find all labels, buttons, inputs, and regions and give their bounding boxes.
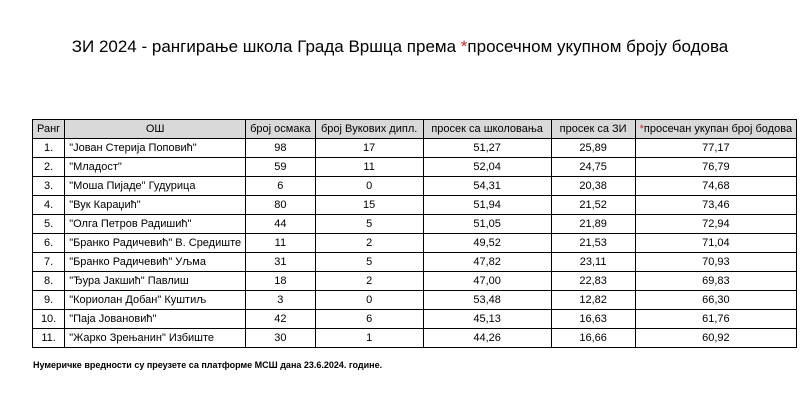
- cell-school-avg: 49,52: [423, 234, 551, 253]
- cell-zi-avg: 25,89: [551, 139, 635, 158]
- cell-school-avg: 54,31: [423, 177, 551, 196]
- cell-zi-avg: 21,52: [551, 196, 635, 215]
- cell-school-avg: 51,05: [423, 215, 551, 234]
- table-row: [33, 253, 797, 272]
- header-total-avg: [635, 120, 796, 139]
- cell-rank: 9.: [33, 291, 65, 310]
- cell-school-avg: 51,94: [423, 196, 551, 215]
- cell-school-avg: 45,13: [423, 310, 551, 329]
- table-row: [33, 310, 797, 329]
- cell-zi-avg: 16,63: [551, 310, 635, 329]
- cell-rank: 2.: [33, 158, 65, 177]
- cell-graduates: 44: [246, 215, 316, 234]
- cell-school-avg: 44,26: [423, 329, 551, 348]
- cell-rank: 5.: [33, 215, 65, 234]
- cell-rank: 10.: [33, 310, 65, 329]
- cell-school-avg: 53,48: [423, 291, 551, 310]
- cell-school: "Моша Пијаде" Гудурица: [65, 177, 246, 196]
- table-row: [33, 139, 797, 158]
- cell-total-avg: 61,76: [635, 310, 796, 329]
- cell-zi-avg: 24,75: [551, 158, 635, 177]
- cell-total-avg: 69,83: [635, 272, 796, 291]
- header-school-avg: просек са школовања: [423, 120, 551, 139]
- cell-graduates: 31: [246, 253, 316, 272]
- cell-total-avg: 76,79: [635, 158, 796, 177]
- header-vuk: број Вукових дипл.: [315, 120, 423, 139]
- cell-vuk: 2: [315, 272, 423, 291]
- cell-school-avg: 51,27: [423, 139, 551, 158]
- cell-vuk: 0: [315, 291, 423, 310]
- cell-school-avg: 47,82: [423, 253, 551, 272]
- cell-graduates: 11: [246, 234, 316, 253]
- cell-school: "Јован Стерија Поповић": [65, 139, 246, 158]
- table-body: [33, 139, 797, 348]
- cell-school: "Кориолан Добан" Куштиљ: [65, 291, 246, 310]
- cell-vuk: 15: [315, 196, 423, 215]
- table-row: [33, 234, 797, 253]
- header-total-label: просечан укупан број бодова: [643, 123, 793, 135]
- cell-vuk: 6: [315, 310, 423, 329]
- cell-graduates: 59: [246, 158, 316, 177]
- cell-vuk: 5: [315, 215, 423, 234]
- cell-graduates: 30: [246, 329, 316, 348]
- cell-school: "Ђура Јакшић" Павлиш: [65, 272, 246, 291]
- cell-graduates: 6: [246, 177, 316, 196]
- cell-graduates: 3: [246, 291, 316, 310]
- cell-rank: 1.: [33, 139, 65, 158]
- cell-vuk: 5: [315, 253, 423, 272]
- cell-rank: 7.: [33, 253, 65, 272]
- header-school: ОШ: [65, 120, 246, 139]
- footnote: Нумеричке вредности су преузете са платформе МСШ дана 23.6.2024. године.: [33, 360, 383, 370]
- cell-graduates: 98: [246, 139, 316, 158]
- cell-vuk: 17: [315, 139, 423, 158]
- table-header-row: [33, 120, 797, 139]
- cell-vuk: 1: [315, 329, 423, 348]
- table-row: [33, 329, 797, 348]
- table-row: [33, 215, 797, 234]
- header-graduates: број осмака: [246, 120, 316, 139]
- cell-vuk: 2: [315, 234, 423, 253]
- page-title: [0, 37, 800, 57]
- cell-zi-avg: 20,38: [551, 177, 635, 196]
- cell-graduates: 80: [246, 196, 316, 215]
- cell-school: "Жарко Зрењанин" Избиште: [65, 329, 246, 348]
- table-row: [33, 272, 797, 291]
- header-zi-avg: просек са ЗИ: [551, 120, 635, 139]
- cell-school: "Паја Јовановић": [65, 310, 246, 329]
- cell-rank: 8.: [33, 272, 65, 291]
- header-rank: Ранг: [33, 120, 65, 139]
- cell-vuk: 11: [315, 158, 423, 177]
- cell-zi-avg: 16,66: [551, 329, 635, 348]
- cell-zi-avg: 23,11: [551, 253, 635, 272]
- cell-school: "Бранко Радичевић" В. Средиште: [65, 234, 246, 253]
- ranking-table: [32, 119, 797, 348]
- title-asterisk: *: [460, 37, 468, 56]
- cell-total-avg: 70,93: [635, 253, 796, 272]
- cell-total-avg: 60,92: [635, 329, 796, 348]
- cell-graduates: 18: [246, 272, 316, 291]
- table-row: [33, 196, 797, 215]
- cell-total-avg: 74,68: [635, 177, 796, 196]
- cell-school-avg: 47,00: [423, 272, 551, 291]
- cell-total-avg: 73,46: [635, 196, 796, 215]
- cell-zi-avg: 12,82: [551, 291, 635, 310]
- cell-total-avg: 71,04: [635, 234, 796, 253]
- cell-total-avg: 66,30: [635, 291, 796, 310]
- cell-school: "Олга Петров Радишић": [65, 215, 246, 234]
- cell-school: "Вук Караџић": [65, 196, 246, 215]
- cell-total-avg: 77,17: [635, 139, 796, 158]
- table-row: [33, 158, 797, 177]
- cell-rank: 6.: [33, 234, 65, 253]
- cell-graduates: 42: [246, 310, 316, 329]
- table-row: [33, 177, 797, 196]
- cell-school-avg: 52,04: [423, 158, 551, 177]
- cell-zi-avg: 22,83: [551, 272, 635, 291]
- cell-rank: 11.: [33, 329, 65, 348]
- title-prefix: ЗИ 2024 - рангирање школа Града Вршца према: [71, 37, 461, 56]
- cell-vuk: 0: [315, 177, 423, 196]
- cell-school: "Младост": [65, 158, 246, 177]
- table-row: [33, 291, 797, 310]
- cell-total-avg: 72,94: [635, 215, 796, 234]
- cell-zi-avg: 21,89: [551, 215, 635, 234]
- header-total-asterisk: *: [639, 123, 644, 135]
- cell-rank: 4.: [33, 196, 65, 215]
- cell-rank: 3.: [33, 177, 65, 196]
- title-suffix: просечном укупном броју бодова: [467, 37, 729, 56]
- cell-school: "Бранко Радичевић" Уљма: [65, 253, 246, 272]
- cell-zi-avg: 21,53: [551, 234, 635, 253]
